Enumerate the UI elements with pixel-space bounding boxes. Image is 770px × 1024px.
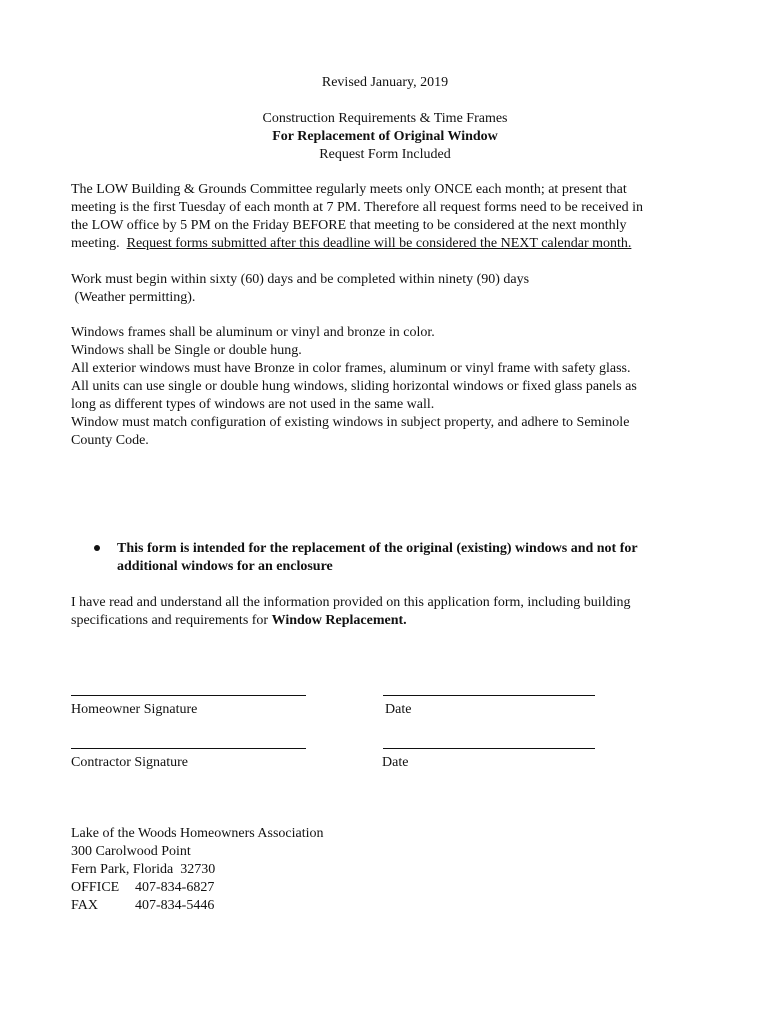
fax-phone: 407-834-5446 — [135, 898, 215, 913]
contractor-signature-label: Contractor Signature — [71, 755, 189, 770]
spec-line: long as different types of windows are not used in the same wall. — [71, 397, 435, 412]
title-line-1: Construction Requirements & Time Frames — [262, 111, 508, 126]
street-address: 300 Carolwood Point — [71, 844, 191, 859]
ack-emphasis: Window Replacement. — [271, 613, 407, 628]
intro-line: meeting is the first Tuesday of each month at 7 PM. Therefore all request forms need to be received in — [71, 200, 644, 215]
intro-line: The LOW Building & Grounds Committee regularly meets only ONCE each month; at present that — [71, 182, 627, 197]
bullet-line: This form is intended for the replacement of the original (existing) windows and not for — [117, 541, 638, 556]
contractor-signature-line[interactable] — [71, 748, 306, 749]
org-name: Lake of the Woods Homeowners Association — [71, 826, 324, 841]
intro-line — [71, 235, 631, 253]
timeline-line: (Weather permitting). — [71, 290, 196, 305]
spec-line: Window must match configuration of existing windows in subject property, and adhere to Seminole — [71, 415, 630, 430]
spec-line: All units can use single or double hung windows, sliding horizontal windows or fixed glass panels as — [71, 379, 637, 394]
ack-line-plain: specifications and requirements for — [71, 613, 272, 628]
fax-label: FAX — [71, 898, 98, 913]
intro-line-plain: meeting. — [71, 236, 127, 251]
intro-line: the LOW office by 5 PM on the Friday BEFORE that meeting to be considered at the next monthly — [71, 218, 627, 233]
title-line-2: For Replacement of Original Window — [272, 129, 498, 144]
homeowner-date-line[interactable] — [383, 695, 595, 696]
contractor-date-line[interactable] — [383, 748, 595, 749]
spec-line: All exterior windows must have Bronze in color frames, aluminum or vinyl frame with safety glass. — [71, 361, 631, 376]
office-label: OFFICE — [71, 880, 120, 895]
ack-line: I have read and understand all the information provided on this application form, including building — [71, 595, 631, 610]
deadline-notice: Request forms submitted after this deadline will be considered the NEXT calendar month. — [126, 236, 632, 251]
spec-line: Windows frames shall be aluminum or vinyl and bronze in color. — [71, 325, 435, 340]
homeowner-signature-label: Homeowner Signature — [71, 702, 198, 717]
bullet-icon — [94, 545, 100, 551]
spec-line: Windows shall be Single or double hung. — [71, 343, 302, 358]
office-phone: 407-834-6827 — [135, 880, 215, 895]
contractor-date-label: Date — [382, 755, 409, 770]
timeline-line: Work must begin within sixty (60) days and be completed within ninety (90) days — [71, 272, 530, 287]
ack-line — [71, 612, 407, 630]
city-state-zip: Fern Park, Florida 32730 — [71, 862, 216, 877]
revised-date: Revised January, 2019 — [321, 75, 449, 90]
spec-line: County Code. — [71, 433, 149, 448]
title-line-3: Request Form Included — [319, 147, 451, 162]
homeowner-date-label: Date — [385, 702, 412, 717]
homeowner-signature-line[interactable] — [71, 695, 306, 696]
bullet-line: additional windows for an enclosure — [117, 559, 333, 574]
